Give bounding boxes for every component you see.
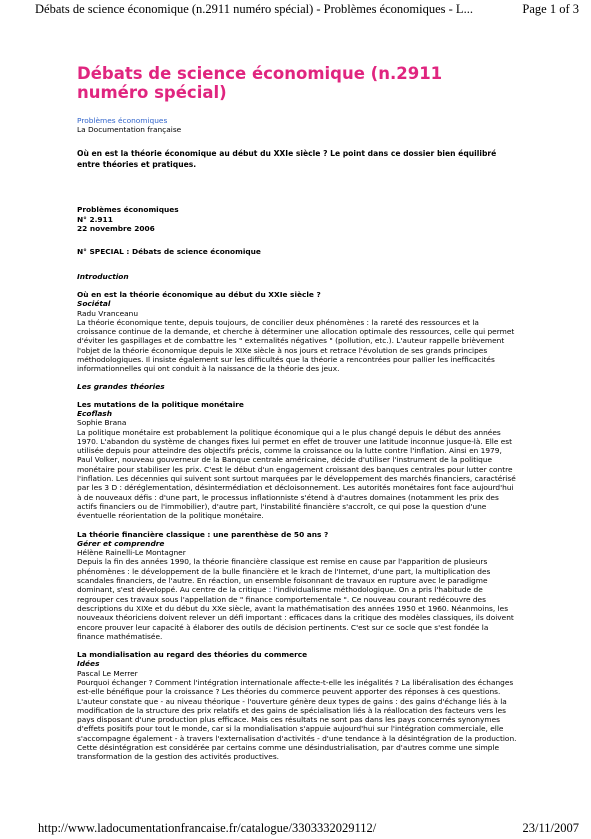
article — [77, 290, 517, 374]
article-rubric: Sociétal — [77, 299, 111, 309]
article-body: Depuis la fin des années 1990, la théorie financière classique est remise en cause par l'apparition de plusieurs phénomènes : le développement de la bulle financière et le krach de l'Internet, d'une part, la multiplication des scandales financiers, de l'autre. En réaction, un ensemble foisonnant de travaux en rupture avec le paradigme dominant, s'est développé. Au centre de la critique : l'individualisme méthodologique. On a pris l'habitude de regrouper ces travaux sous l'appellation de " finance comportementale ". Ce nouveau courant redécouvre des descriptions du XIXe et du début du XXe siècle, avant la mathématisation des années 1950 et 1960. Néanmoins, les nouveaux théoriciens doivent relever un défi important : efficaces dans la critique des modèles classiques, ils doivent encore prouver leur capacité à élaborer des outils de décision pertinents. C'est sur ce socle que s'est fondée la finance mathématisée. — [77, 557, 514, 641]
collection-link[interactable]: Problèmes économiques — [77, 116, 168, 125]
intro-summary: Où en est la théorie économique au début du XXIe siècle ? Le point dans ce dossier bien équilibré entre théories et pratiques. — [77, 149, 497, 169]
issue-date: 22 novembre 2006 — [77, 224, 155, 233]
article-author: Sophie Brana — [77, 418, 127, 428]
print-header-page: Page 1 of 3 — [522, 2, 579, 16]
section-heading: Introduction — [77, 272, 129, 281]
issue-collection: Problèmes économiques — [77, 205, 179, 214]
print-header — [35, 2, 579, 17]
article-title: La théorie financière classique : une parenthèse de 50 ans ? — [77, 529, 329, 539]
print-footer-date: 23/11/2007 — [522, 821, 579, 835]
issue-number: N° 2.911 — [77, 214, 113, 224]
article-rubric: Gérer et comprendre — [77, 538, 165, 548]
article — [77, 400, 517, 521]
article-author: Hélène Rainelli-Le Montagner — [77, 548, 186, 558]
page-title: Débats de science économique (n.2911 numéro spécial) — [77, 64, 443, 102]
article-title: Où en est la théorie économique au début du XXIe siècle ? — [77, 290, 321, 299]
section-heading: Les grandes théories — [77, 381, 165, 391]
print-footer-url: http://www.ladocumentationfrancaise.fr/catalogue/3303332029112/ — [38, 821, 377, 835]
article-body: Pourquoi échanger ? Comment l'intégration internationale affecte-t-elle les inégalités ? La libéralisation des échanges est-elle bénéfique pour la croissance ? Les théories du commerce peuvent apporter des réponses à ces questions. L'auteur constate que - au niveau théorique - l'ouverture génère deux types de gains : des gains d'échange liés à la modification de la structure des prix relatifs et des gains de spécialisation liés à la réallocation des facteurs vers les pays disposant d'une production plus efficace. Mais ces résultats ne sont pas dans les pays concernés synonymes d'effets positifs pour tout le monde, car si la mondialisation s'appuie aujourd'hui sur l'intégration commerciale, elle s'accompagne également - à travers l'externalisation d'activités - d'une tendance à la désintégration de la production. Cette désintégration est considérée par certains comme une désindustrialisation, par d'autres comme une simple transformation de la gestion des activités productives. — [77, 677, 517, 762]
article-title: Les mutations de la politique monétaire — [77, 399, 244, 409]
article-rubric: Ecoflash — [77, 408, 112, 418]
publisher-name: La Documentation française — [77, 125, 182, 134]
print-header-title: Débats de science économique (n.2911 numéro spécial) - Problèmes économiques - L... — [35, 2, 473, 16]
article-author: Radu Vranceanu — [77, 308, 139, 318]
article-body: La politique monétaire est probablement la politique économique qui a le plus changé depuis le début des années 1970. L'abandon du système de changes fixes lui permet en effet de trouver une latitude inconnue jusque-là. Elle est utilisée depuis pour atteindre des objectifs précis, comme la croissance ou la lutte contre l'inflation. Ainsi en 1979, Paul Volker, nouveau gouverneur de la Banque centrale américaine, décide d'utiliser l'instrument de la politique monétaire pour stabiliser les prix. C'est le début d'un engagement croissant des banques centrales pour lutter contre l'inflation. Les décennies qui suivent sont surtout marquées par le développement des marchés financiers, caractérisé par les 3 D : déréglementation, désintermédiation et décloisonnement. Les autorités monétaires font face aujourd'hui à de nouveaux défis : d'une part, le processus inflationniste s'étend à d'autres domaines (notamment les prix des actifs financiers ou de l'immobilier), d'autre part, l'instabilité financière s'accroît, ce qui pose la question d'une éventuelle réorientation de la politique monétaire. — [77, 427, 516, 521]
article-title: La mondialisation au regard des théories du commerce — [77, 650, 308, 660]
print-footer — [38, 821, 579, 836]
article-body: La théorie économique tente, depuis toujours, de concilier deux phénomènes : la rareté des ressources et la croissance continue de la demande, et cherche à déterminer une allocation optimale des ressources, celle qui permet d'éviter les gaspillages et de combattre les " externalités négatives " (pollution, etc.). L'auteur rappelle brièvement l'objet de la théorie économique depuis le XIXe siècle à nos jours et retrace l'évolution de ses grands principes méthodologiques. Il insiste également sur les difficultés que la théorie a rencontrées pour pallier les inefficacités informationnelles qui ont conduit à la naissance de la théorie des jeux. — [77, 317, 515, 374]
article-rubric: Idées — [77, 659, 100, 669]
special-issue-label: N° SPECIAL : Débats de science économique — [77, 246, 261, 256]
issue-meta — [77, 205, 517, 234]
article — [77, 530, 517, 642]
article — [77, 650, 517, 762]
article-author: Pascal Le Merrer — [77, 668, 138, 678]
document-content — [77, 64, 517, 762]
